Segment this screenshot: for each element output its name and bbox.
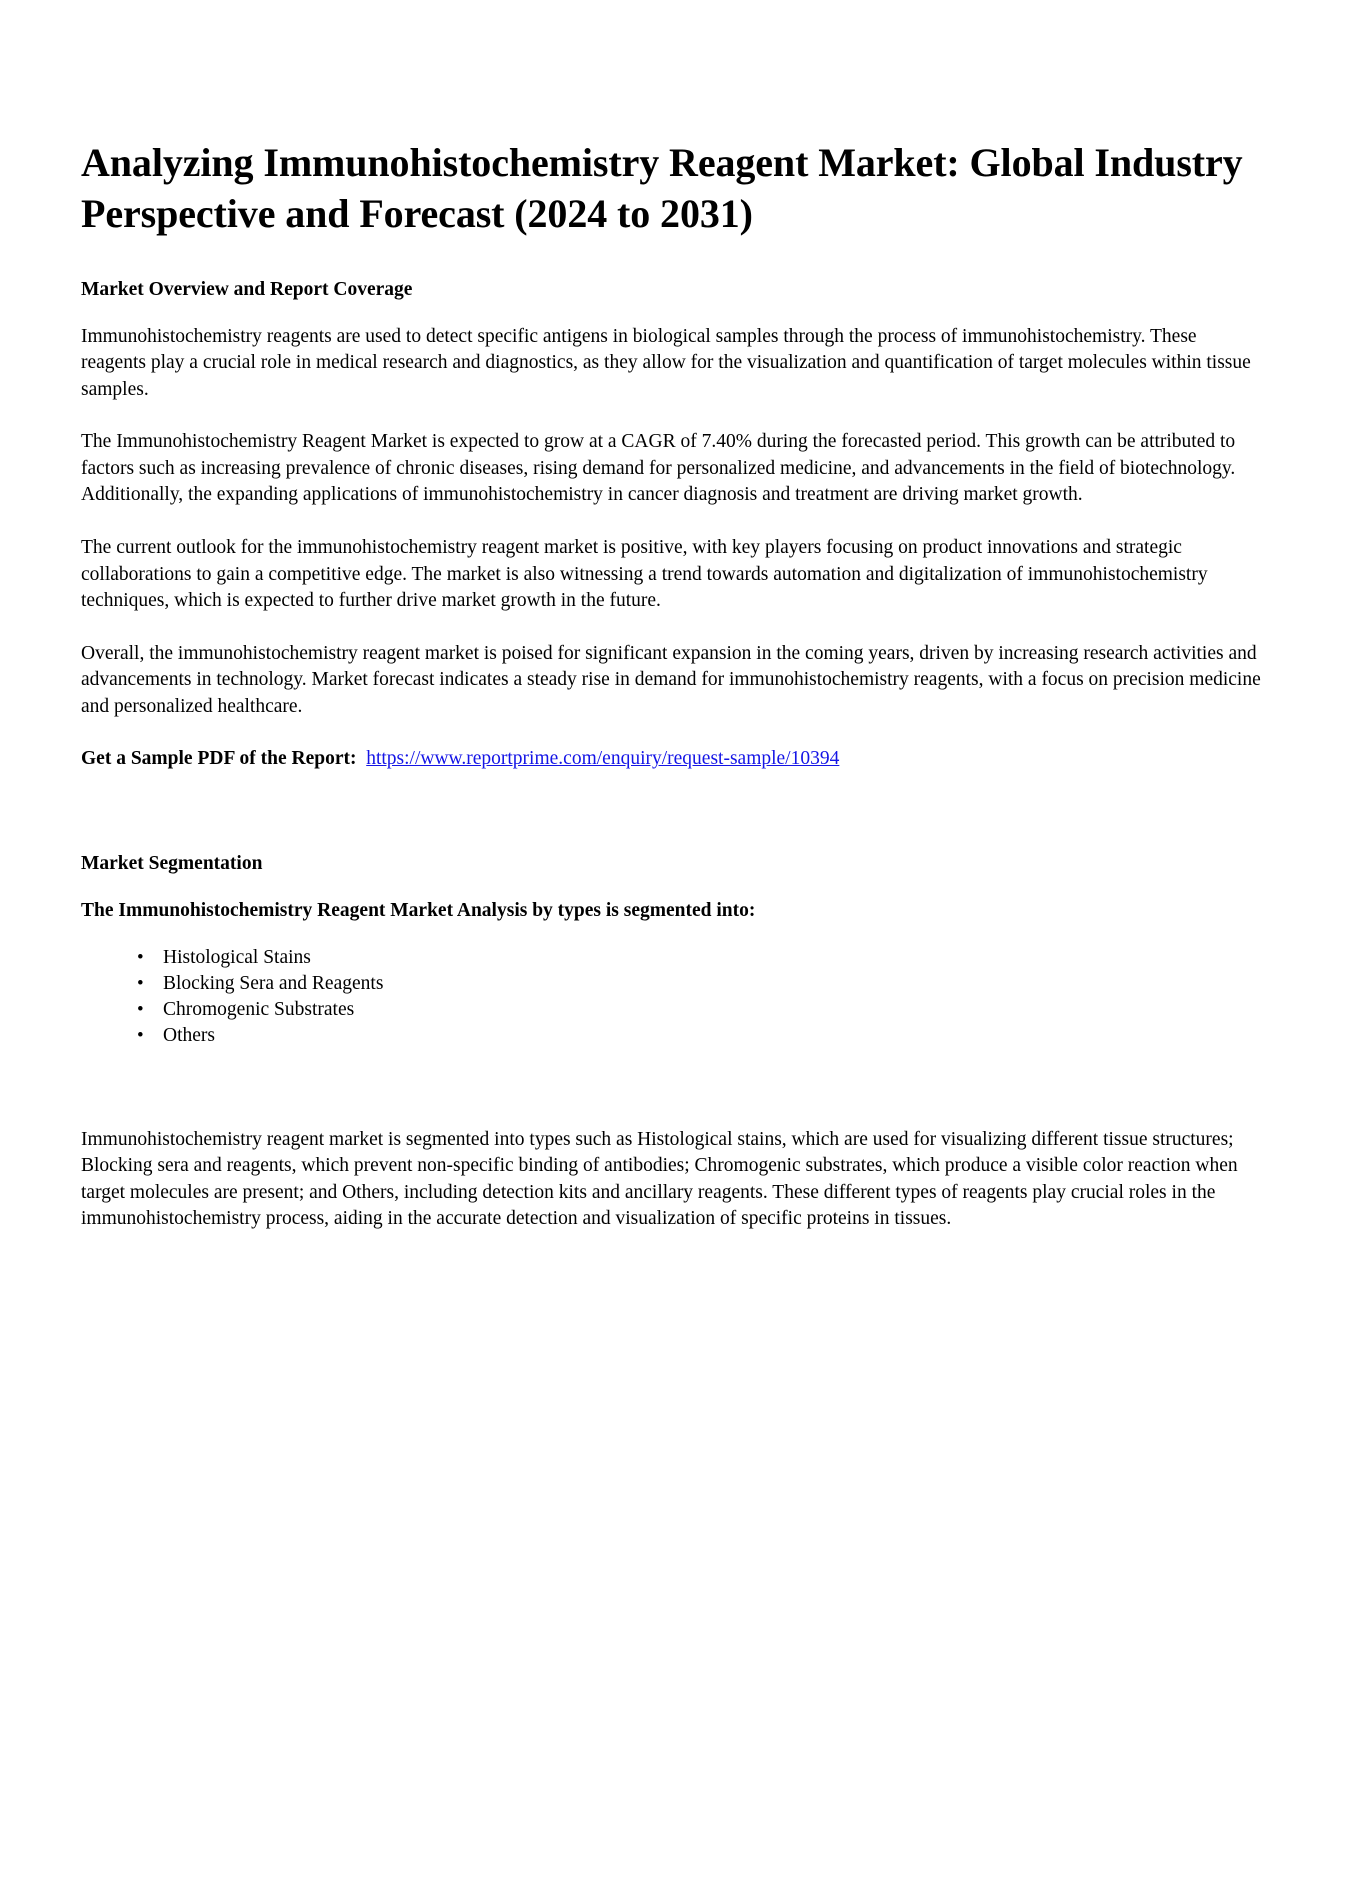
- section-heading-market-segmentation: Market Segmentation: [81, 852, 263, 874]
- sample-pdf-line: [81, 746, 1266, 773]
- spacer: [81, 240, 1266, 277]
- spacer: [81, 877, 1266, 898]
- sample-pdf-label: Get a Sample PDF of the Report:: [81, 748, 357, 770]
- paragraph-overview-intro: Immunohistochemistry reagents are used to detect specific antigens in biological samples through the process of immunohistochemistry. These reagents play a crucial role in medical research and diagnostics, as they allow for the visualization and quantification of target molecules within tissue samples.: [81, 325, 1251, 400]
- document-body: [81, 138, 1266, 1233]
- paragraph-cagr-growth: The Immunohistochemistry Reagent Market is expected to grow at a CAGR of 7.40% during the forecasted period. This growth can be attributed to factors such as increasing prevalence of chronic diseases, rising demand for personalized medicine, and advancements in the field of biotechnology. Additionally, the expanding applications of immunohistochemistry in cancer diagnosis and treatment are driving market growth.: [81, 431, 1236, 506]
- list-item: • Others: [137, 1023, 1266, 1049]
- spacer: [81, 773, 1266, 851]
- spacer: [81, 1049, 1266, 1127]
- page-title: Analyzing Immunohistochemistry Reagent Market: Global Industry Perspective and Forecast (2024 to 2031): [81, 140, 1243, 236]
- spacer: [81, 615, 1266, 641]
- spacer: [81, 924, 1266, 945]
- list-item: • Blocking Sera and Reagents: [137, 971, 1266, 997]
- spacer: [81, 720, 1266, 746]
- spacer: [81, 509, 1266, 535]
- segmentation-type-list: [81, 945, 1266, 1049]
- paragraph-current-outlook: The current outlook for the immunohistochemistry reagent market is positive, with key players focusing on product innovations and strategic collaborations to gain a competitive edge. The market is also witnessing a trend towards automation and digitalization of immunohistochemistry techniques, which is expected to further drive market growth in the future.: [81, 537, 1208, 612]
- list-item: • Chromogenic Substrates: [137, 997, 1266, 1023]
- sample-pdf-link[interactable]: https://www.reportprime.com/enquiry/request-sample/10394: [366, 748, 840, 770]
- spacer: [81, 303, 1266, 324]
- section-heading-market-overview: Market Overview and Report Coverage: [81, 278, 413, 300]
- spacer: [81, 403, 1266, 429]
- paragraph-segmentation-detail: Immunohistochemistry reagent market is segmented into types such as Histological stains, which are used for visualizing different tissue structures; Blocking sera and reagents, which prevent non-specific binding of antibodies; Chromogenic substrates, which produce a visible color reaction when target molecules are present; and Others, including detection kits and ancillary reagents. These different types of reagents play crucial roles in the immunohistochemistry process, aiding in the accurate detection and visualization of specific proteins in tissues.: [81, 1128, 1238, 1230]
- paragraph-overall-expansion: Overall, the immunohistochemistry reagent market is poised for significant expansion in the coming years, driven by increasing research activities and advancements in technology. Market forecast indicates a steady rise in demand for immunohistochemistry reagents, with a focus on precision medicine and personalized healthcare.: [81, 642, 1261, 717]
- list-item: • Histological Stains: [137, 945, 1266, 971]
- subheading-segmentation-by-types: The Immunohistochemistry Reagent Market Analysis by types is segmented into:: [81, 899, 756, 921]
